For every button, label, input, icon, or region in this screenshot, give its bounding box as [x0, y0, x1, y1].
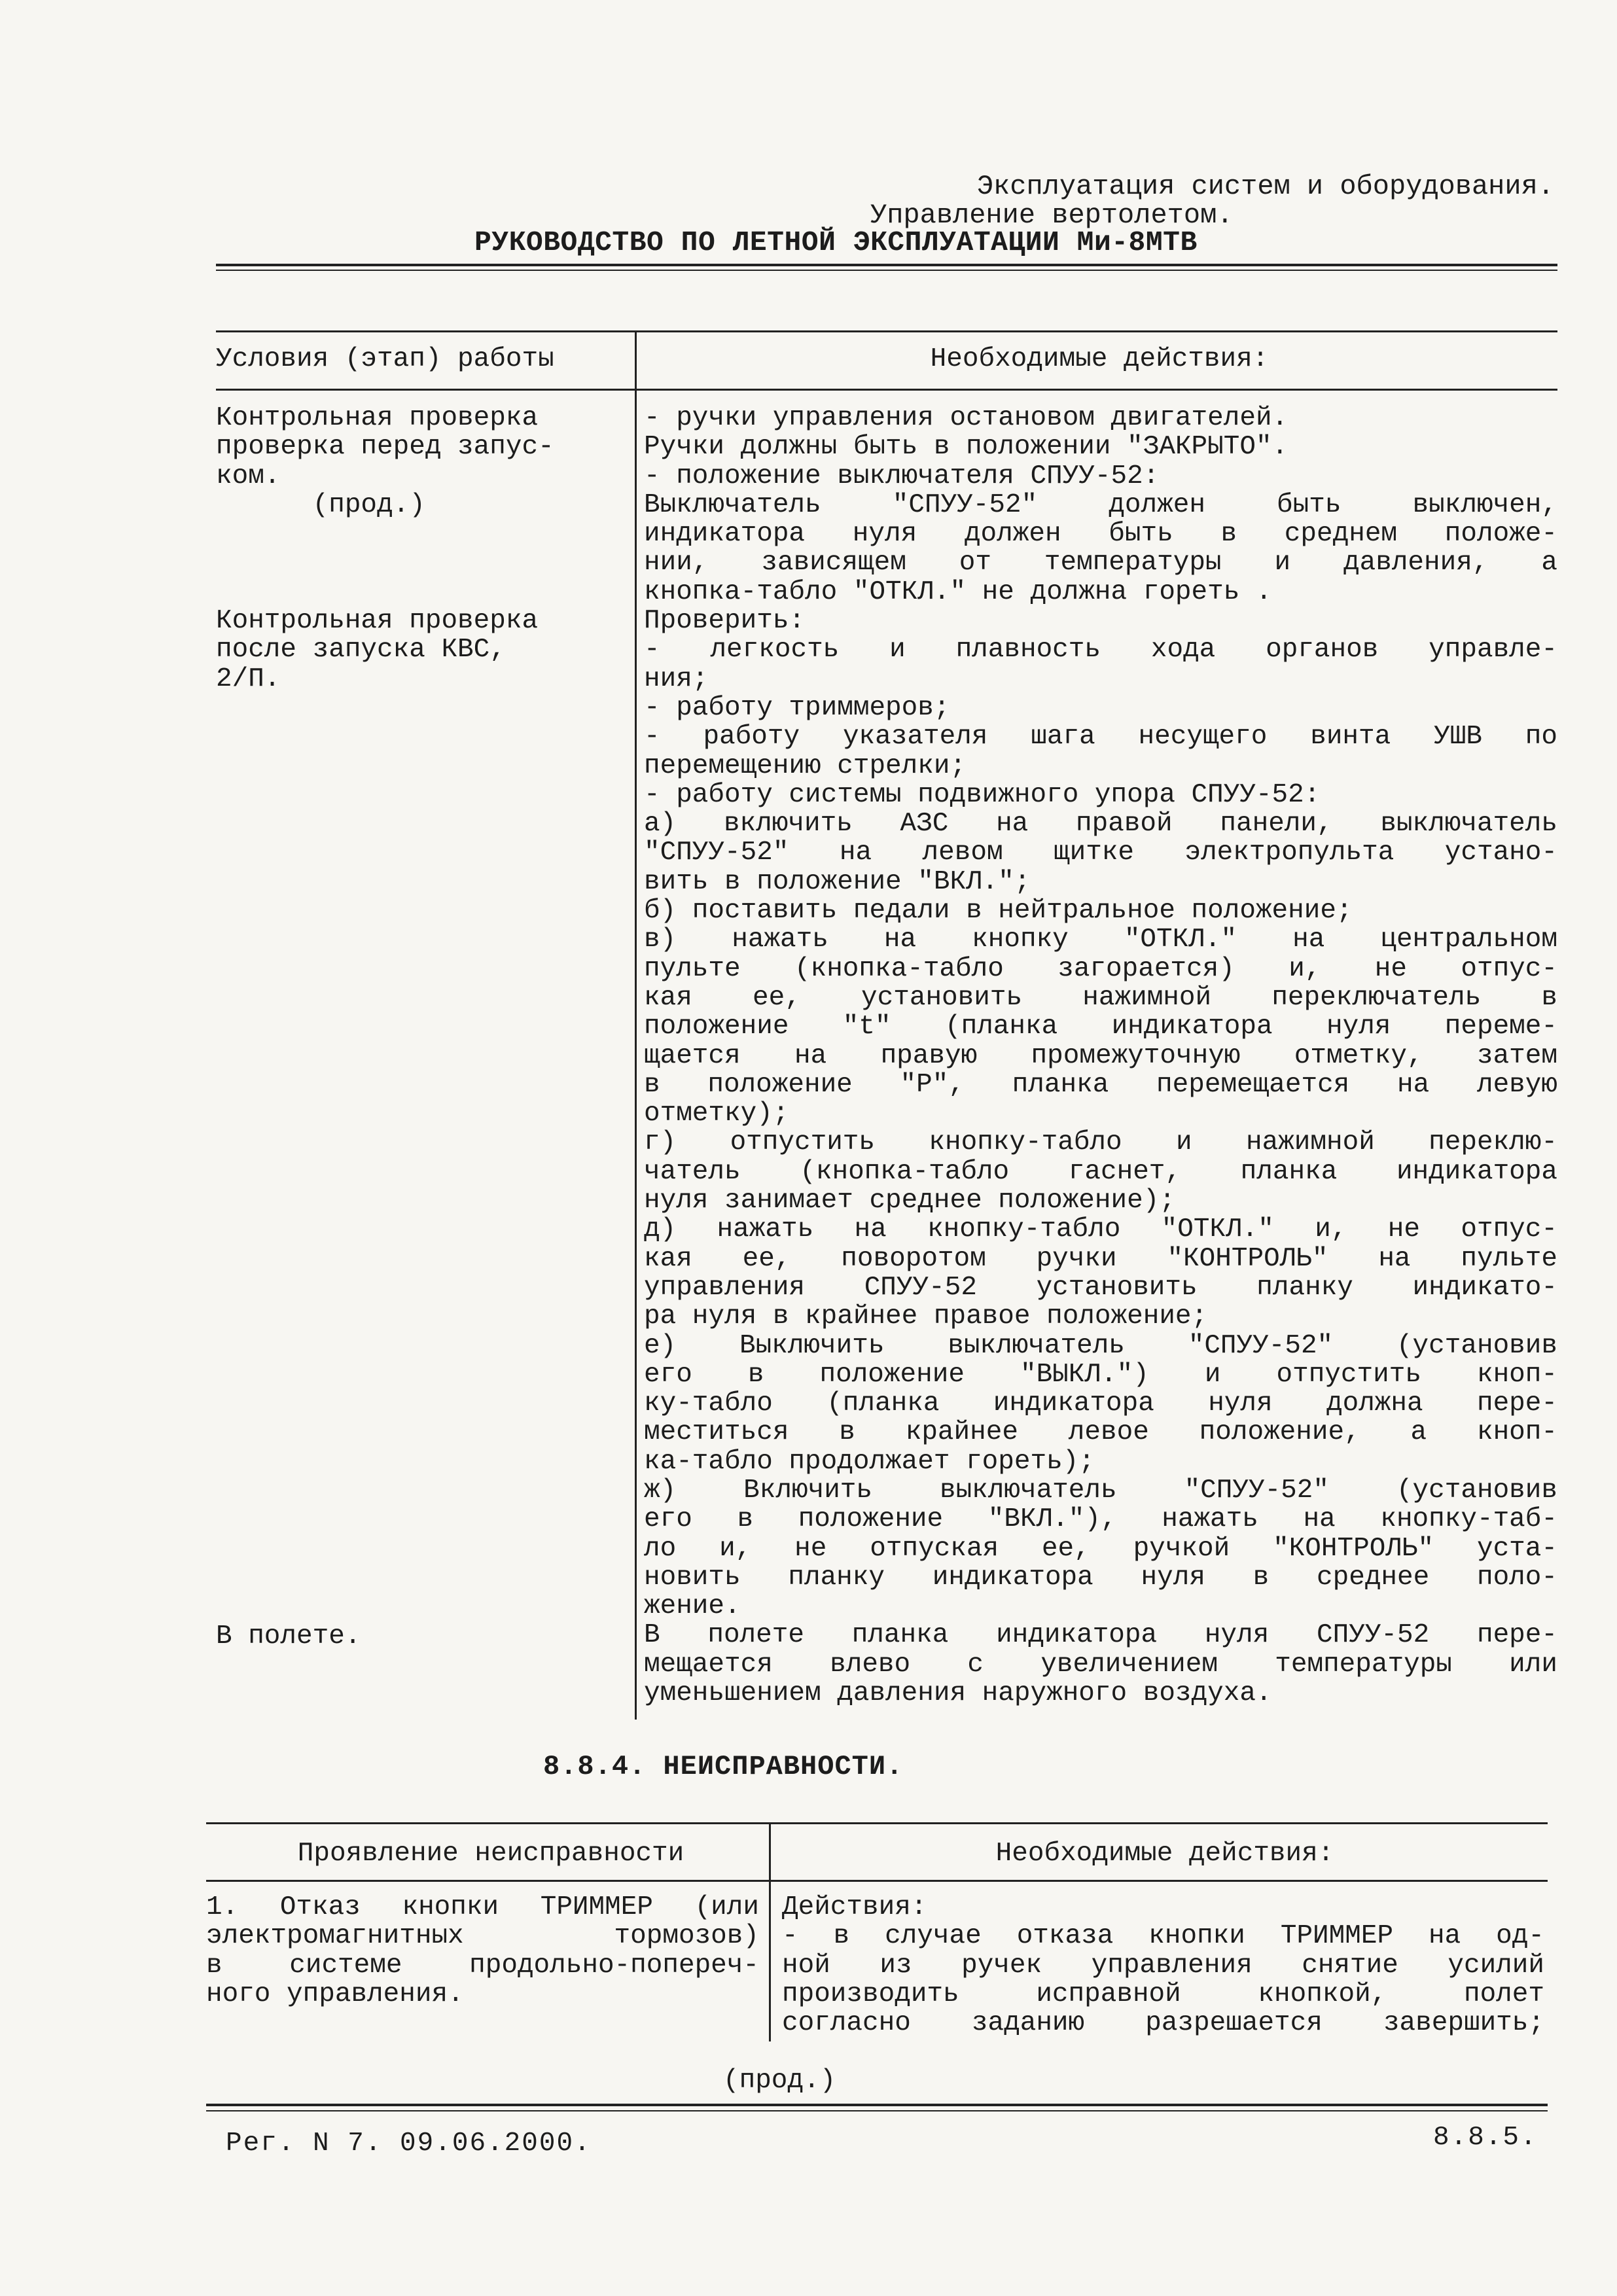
action-line: жение.	[644, 1591, 741, 1622]
table1-top-rule	[216, 330, 1557, 332]
action-line: Действия:	[782, 1892, 927, 1922]
table2-top-rule	[206, 1822, 1548, 1824]
footer-rule-bottom	[206, 2110, 1548, 2111]
condition-line: после запуска КВС,	[216, 635, 506, 665]
action-line: меститься в крайнее левое положение, а кноп-	[644, 1417, 1557, 1448]
malfunction-line: электромагнитных тормозов)	[206, 1921, 759, 1952]
table2-column-divider	[769, 1822, 771, 2041]
action-line: кая ее, установить нажимной переключатель в	[644, 982, 1557, 1013]
footer-registration: Рег. N 7. 09.06.2000.	[226, 2128, 592, 2159]
condition-line: ком.	[216, 461, 281, 491]
action-line: в положение "Р", планка перемещается на левую	[644, 1069, 1557, 1100]
action-line: его в положение "ВКЛ."), нажать на кнопку-таб-	[644, 1504, 1557, 1535]
action-line: отметку);	[644, 1099, 789, 1129]
header-rule-bottom	[216, 270, 1557, 271]
table1-header-rule	[216, 389, 1557, 391]
action-line: - работу системы подвижного упора СПУУ-52:	[644, 779, 1321, 810]
action-line: кая ее, поворотом ручки "КОНТРОЛЬ" на пульте	[644, 1243, 1557, 1274]
table2-col1-header: Проявление неисправности	[297, 1839, 684, 1869]
table1-condition-before-start	[216, 404, 622, 520]
action-line: В полете планка индикатора нуля СПУУ-52 пере-	[644, 1620, 1557, 1651]
action-line: чатель (кнопка-табло гаснет, планка индикатора	[644, 1156, 1557, 1187]
action-line: - легкость и плавность хода органов управле-	[644, 635, 1557, 665]
action-line: ния;	[644, 663, 709, 694]
footer-page-number: 8.8.5.	[1433, 2123, 1538, 2153]
action-line: положение "t" (планка индикатора нуля переме-	[644, 1012, 1557, 1042]
action-line: индикатора нуля должен быть в среднем положе-	[644, 519, 1557, 550]
action-line: Ручки должны быть в положении "ЗАКРЫТО".	[644, 432, 1288, 463]
action-line: - работу триммеров;	[644, 692, 950, 723]
malfunction-line: 1. Отказ кнопки ТРИММЕР (или	[206, 1892, 759, 1922]
table2-actions	[782, 1893, 1544, 2038]
header-subtitle-2: Управление вертолетом.	[870, 200, 1234, 231]
table1-condition-in-flight	[216, 1622, 622, 1651]
action-line: - ручки управления остановом двигателей.	[644, 403, 1288, 433]
table2-col2-header: Необходимые действия:	[995, 1839, 1334, 1869]
action-line: Проверить:	[644, 606, 806, 637]
table1-column-divider	[635, 330, 637, 1720]
action-line: ло и, не отпуская ее, ручкой "КОНТРОЛЬ" уста-	[644, 1533, 1557, 1564]
action-line: г) отпустить кнопку-табло и нажимной переклю-	[644, 1127, 1557, 1158]
continued-label: (прод.)	[723, 2066, 836, 2096]
section-title: 8.8.4. НЕИСПРАВНОСТИ.	[543, 1751, 904, 1782]
action-line: - работу указателя шага несущего винта УШВ по	[644, 722, 1557, 752]
condition-line: (прод.)	[216, 489, 425, 520]
condition-line: проверка перед запус-	[216, 432, 554, 463]
action-line: управления СПУУ-52 установить планку индикато-	[644, 1272, 1557, 1303]
condition-line: 2/П.	[216, 663, 281, 694]
action-line: новить планку индикатора нуля в среднее поло-	[644, 1562, 1557, 1593]
action-line: в) нажать на кнопку "ОТКЛ." на центральном	[644, 925, 1557, 955]
action-line: ра нуля в крайнее правое положение;	[644, 1301, 1208, 1332]
action-line: е) Выключить выключатель "СПУУ-52" (установив	[644, 1330, 1557, 1361]
table1-actions	[644, 404, 1557, 1708]
action-line: уменьшением давления наружного воздуха.	[644, 1678, 1272, 1709]
action-line: его в положение "ВЫКЛ.") и отпустить кноп-	[644, 1359, 1557, 1390]
action-line: нуля занимает среднее положение);	[644, 1186, 1175, 1216]
condition-line: Контрольная проверка	[216, 606, 539, 636]
action-line: ной из ручек управления снятие усилий	[782, 1950, 1544, 1981]
table1-col1-header: Условия (этап) работы	[216, 344, 554, 374]
page-title: РУКОВОДСТВО ПО ЛЕТНОЙ ЭКСПЛУАТАЦИИ Ми-8МТВ	[474, 226, 1198, 258]
action-line: а) включить АЗС на правой панели, выключатель	[644, 809, 1557, 839]
header-subtitle-1: Эксплуатация систем и оборудования.	[976, 171, 1554, 202]
action-line: ка-табло продолжает гореть);	[644, 1446, 1095, 1477]
action-line: ж) Включить выключатель "СПУУ-52" (установив	[644, 1475, 1557, 1506]
condition-line: Контрольная проверка	[216, 403, 539, 433]
table2-malfunction	[206, 1893, 759, 2009]
action-line: пульте (кнопка-табло загорается) и, не отпус-	[644, 953, 1557, 984]
footer-rule-top	[206, 2104, 1548, 2106]
action-line: - в случае отказа кнопки ТРИММЕР на од-	[782, 1921, 1544, 1952]
action-line: перемещению стрелки;	[644, 751, 967, 781]
action-line: кнопка-табло "ОТКЛ." не должна гореть .	[644, 576, 1272, 607]
action-line: мещается влево с увеличением температуры или	[644, 1649, 1557, 1680]
action-line: согласно заданию разрешается завершить;	[782, 2008, 1544, 2039]
action-line: нии, зависящем от температуры и давления, а	[644, 548, 1557, 578]
header-rule-top	[216, 264, 1557, 266]
condition-line: В полете.	[216, 1621, 361, 1651]
action-line: вить в положение "ВКЛ.";	[644, 866, 1031, 897]
table1-condition-after-start	[216, 607, 622, 694]
action-line: производить исправной кнопкой, полет	[782, 1979, 1544, 2009]
action-line: щается на правую промежуточную отметку, затем	[644, 1040, 1557, 1071]
action-line: д) нажать на кнопку-табло "ОТКЛ." и, не отпус-	[644, 1214, 1557, 1245]
table2-header-rule	[206, 1880, 1548, 1882]
malfunction-line: в системе продольно-попереч-	[206, 1950, 759, 1981]
action-line: Выключатель "СПУУ-52" должен быть выключен,	[644, 489, 1557, 520]
action-line: ку-табло (планка индикатора нуля должна пере-	[644, 1388, 1557, 1419]
action-line: б) поставить педали в нейтральное положение;	[644, 896, 1353, 927]
action-line: "СПУУ-52" на левом щитке электропульта устано-	[644, 838, 1557, 868]
action-line: - положение выключателя СПУУ-52:	[644, 461, 1160, 491]
table1-col2-header: Необходимые действия:	[930, 344, 1269, 374]
malfunction-line: ного управления.	[206, 1979, 464, 2009]
